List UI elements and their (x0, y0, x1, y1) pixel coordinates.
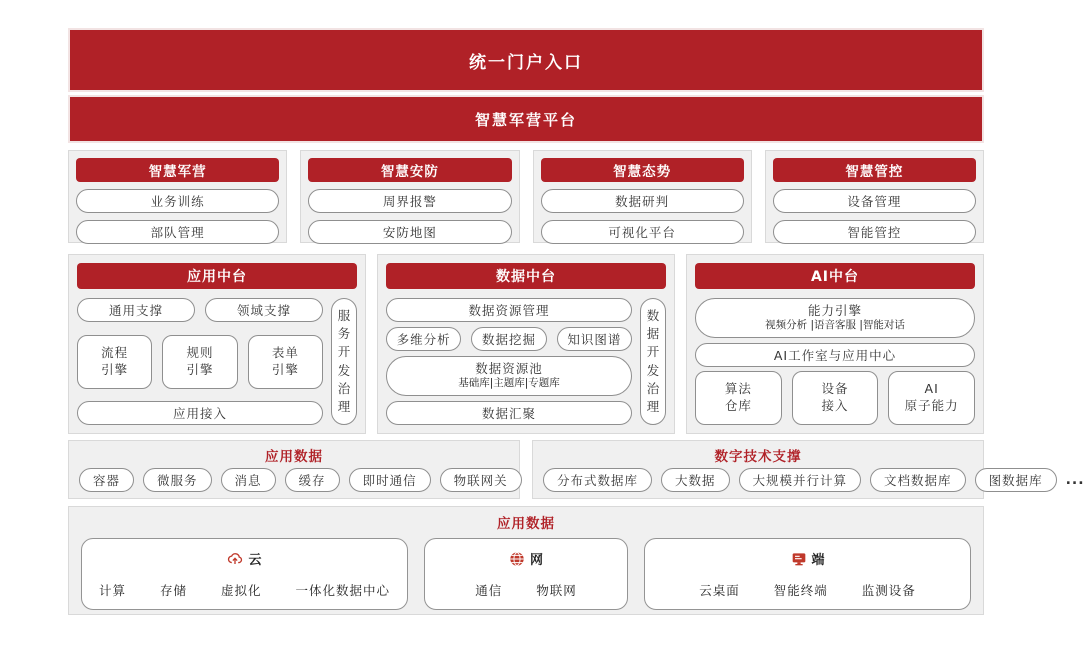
data-resource-pool-pill (386, 356, 632, 396)
support-pill: 通用支撑 (77, 298, 195, 322)
engine-cell (77, 335, 152, 389)
module-box-smart-control (765, 150, 984, 243)
tech-pill: 即时通信 (349, 468, 431, 492)
ai-cell-line: 原子能力 (904, 398, 959, 413)
platform-main (77, 298, 323, 425)
section-title: 应用数据 (497, 516, 555, 532)
network-group (424, 538, 628, 610)
section-pills (543, 468, 1085, 492)
tech-pill: 大规模并行计算 (739, 468, 862, 492)
engines-row (77, 335, 323, 389)
section-title: 数字技术支撑 (714, 449, 802, 465)
platform-header: AI中台 (695, 263, 975, 289)
tech-pill: 微服务 (143, 468, 212, 492)
ellipsis-label: ... (1065, 472, 1085, 488)
infra-item: 虚拟化 (220, 583, 262, 598)
pool-title: 数据资源池 (475, 361, 543, 377)
app-access-pill: 应用接入 (77, 401, 323, 425)
vertical-pill-label: 数据开发治理 (646, 308, 660, 414)
monitor-icon (791, 551, 807, 567)
pool-subtitle: 基础库|主题库|专题库 (458, 377, 560, 390)
tech-pill: 图数据库 (975, 468, 1057, 492)
engine-line: 流程 (101, 344, 129, 360)
infra-item: 一体化数据中心 (295, 583, 390, 598)
tech-pill: 大数据 (661, 468, 730, 492)
tech-pill: 分布式数据库 (543, 468, 652, 492)
data-analysis-row (386, 327, 632, 351)
data-resource-mgmt-pill: 数据资源管理 (386, 298, 632, 322)
platform-main (386, 298, 632, 425)
infrastructure-box (68, 506, 984, 615)
module-box-smart-camp (68, 150, 287, 243)
app-data-box (68, 440, 520, 499)
infra-item: 存储 (159, 583, 187, 598)
group-label: 端 (811, 553, 825, 568)
ai-cells-row (695, 371, 975, 425)
platform-body (695, 298, 975, 425)
group-items (433, 581, 619, 599)
platform-app-center (68, 254, 366, 434)
tech-pill: 容器 (79, 468, 134, 492)
tech-pill: 物联网关 (440, 468, 522, 492)
ai-cell-line: 仓库 (724, 398, 752, 413)
infra-item: 监测设备 (861, 583, 916, 598)
group-items (90, 581, 399, 599)
vertical-pill-label: 服务开发治理 (337, 308, 351, 414)
tech-pill: 消息 (221, 468, 276, 492)
ai-cell (888, 371, 975, 425)
platform-ai-center (686, 254, 984, 434)
group-label: 网 (529, 553, 543, 568)
support-pill: 领域支撑 (205, 298, 323, 322)
group-header (433, 549, 619, 568)
ai-cell (695, 371, 782, 425)
data-pill: 知识图谱 (557, 327, 632, 351)
data-dev-governance-pill (640, 298, 666, 425)
terminal-group (644, 538, 971, 610)
platform-main (695, 298, 975, 425)
portal-banner (68, 28, 984, 92)
support-row (68, 440, 1085, 499)
data-aggregation-pill: 数据汇聚 (386, 401, 632, 425)
platform-body (386, 298, 666, 425)
engine-cell (248, 335, 323, 389)
module-pill: 数据研判 (541, 189, 744, 213)
globe-icon (509, 551, 525, 567)
infrastructure-groups (81, 538, 971, 610)
module-box-smart-security (300, 150, 519, 243)
capability-engine-subtitle: 视频分析 |语音客服 |智能对话 (765, 319, 905, 332)
capability-engine-pill (695, 298, 975, 338)
module-header: 智慧安防 (308, 158, 511, 182)
module-pill: 部队管理 (76, 220, 279, 244)
group-header (653, 549, 962, 568)
digital-tech-box (532, 440, 1085, 499)
group-header (90, 549, 399, 568)
ai-studio-pill: AI工作室与应用中心 (695, 343, 975, 367)
data-pill: 多维分析 (386, 327, 461, 351)
engine-cell (162, 335, 237, 389)
platform-banner-label: 智慧军营平台 (474, 110, 577, 129)
architecture-diagram (68, 28, 1085, 615)
module-pill: 安防地图 (308, 220, 511, 244)
tech-pill: 文档数据库 (870, 468, 966, 492)
section-title: 应用数据 (265, 449, 323, 465)
infra-item: 智能终端 (773, 583, 828, 598)
data-pill: 数据挖掘 (471, 327, 546, 351)
ai-cell-line: AI (924, 381, 939, 397)
ai-cell-line: 设备 (821, 381, 849, 397)
infra-item: 计算 (98, 583, 126, 598)
cloud-group (81, 538, 408, 610)
module-pill: 设备管理 (773, 189, 976, 213)
service-dev-governance-pill (331, 298, 357, 425)
capability-engine-title: 能力引擎 (807, 303, 862, 319)
infra-item: 通信 (475, 583, 503, 598)
module-header: 智慧管控 (773, 158, 976, 182)
ai-cell (792, 371, 879, 425)
smart-modules-row (68, 150, 984, 243)
engine-line: 引擎 (271, 361, 299, 377)
support-pills-row (77, 298, 323, 322)
portal-banner-label: 统一门户入口 (469, 52, 583, 73)
tech-pill: 缓存 (285, 468, 340, 492)
module-pill: 周界报警 (308, 189, 511, 213)
engine-line: 引擎 (101, 361, 129, 377)
platform-banner (68, 95, 984, 143)
platform-data-center (377, 254, 675, 434)
platform-body (77, 298, 357, 425)
module-header: 智慧态势 (541, 158, 744, 182)
middle-platforms-row (68, 254, 984, 434)
module-box-smart-situation (533, 150, 752, 243)
engine-line: 表单 (271, 344, 299, 360)
group-items (653, 581, 962, 599)
infra-item: 物联网 (536, 583, 577, 598)
cloud-upload-icon (227, 551, 243, 567)
platform-header: 应用中台 (77, 263, 357, 289)
platform-header: 数据中台 (386, 263, 666, 289)
module-pill: 智能管控 (773, 220, 976, 244)
module-pill: 可视化平台 (541, 220, 744, 244)
section-pills (79, 468, 509, 492)
engine-line: 规则 (186, 344, 214, 360)
module-pill: 业务训练 (76, 189, 279, 213)
engine-line: 引擎 (186, 361, 214, 377)
ai-cell-line: 接入 (821, 398, 849, 413)
group-label: 云 (248, 553, 262, 568)
module-header: 智慧军营 (76, 158, 279, 182)
infra-item: 云桌面 (699, 583, 740, 598)
ai-cell-line: 算法 (724, 381, 752, 397)
